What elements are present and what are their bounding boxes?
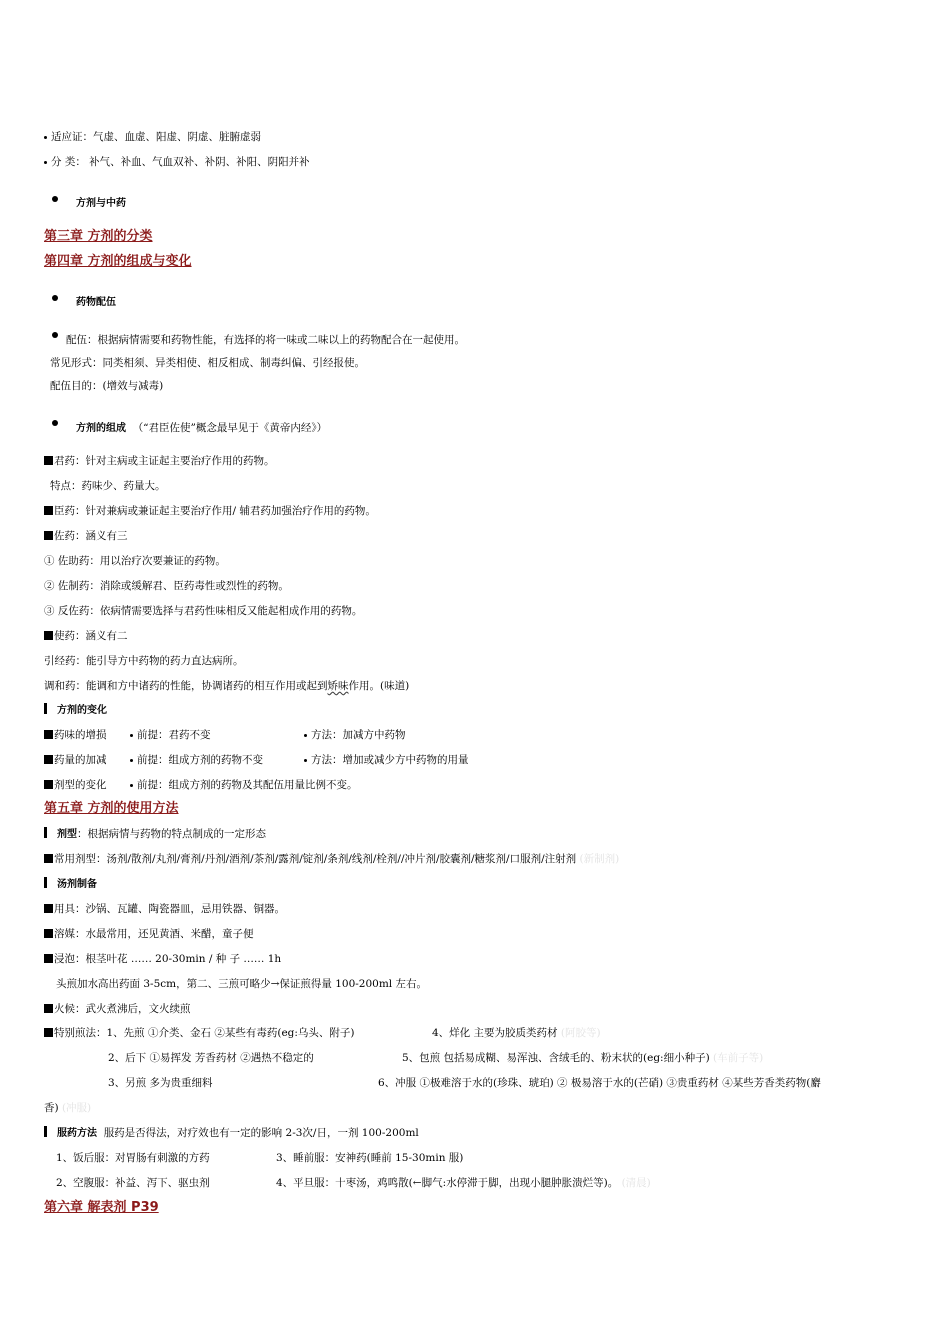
bar-bullet-icon [44, 827, 47, 838]
flavor-correction-text: 矫味 [327, 680, 349, 692]
bullet-icon [52, 295, 58, 301]
chapter-6-title: 第六章 解表剂 P39 [44, 1200, 159, 1215]
soaking-text: 浸泡：根茎叶花 …… 20-30min / 种 子 …… 1h [54, 953, 282, 965]
before-sleep-line: 3、睡前服：安神药(睡前 15-30min 服) [276, 1152, 464, 1164]
variation-row-3 [44, 778, 107, 792]
dosage-form-text: ：根据病情与药物的特点制成的一定形态 [77, 828, 266, 840]
formula-composition-heading [76, 421, 327, 436]
dosage-form-label: 剂型 [57, 829, 77, 840]
square-bullet-icon [44, 780, 53, 789]
administration-label: 服药方法 [57, 1128, 97, 1139]
square-bullet-icon [44, 854, 53, 863]
chapter-5-title: 第五章 方剂的使用方法 [44, 801, 179, 816]
square-bullet-icon [44, 531, 53, 540]
square-bullet-icon [44, 954, 53, 963]
faint-note: (阿胶等) [560, 1027, 601, 1039]
heading-formula-and-herbs: 方剂与中药 [76, 198, 126, 209]
common-dosage-forms-line [44, 852, 619, 866]
special-decoction-text: 特别煎法：1、先煎 ①介类、金石 ②某些有毒药(eg:乌头、附子) [54, 1027, 355, 1039]
melting-method-text: 4、烊化 主要为胶质类药材 [432, 1027, 558, 1039]
empty-stomach-line: 2、空腹服：补益、泻下、驱虫剂 [56, 1177, 210, 1189]
assistant-2-line: ② 佐制药：消除或缓解君、臣药毒性或烈性的药物。 [44, 580, 289, 592]
utensils-text: 用具：沙锅、瓦罐、陶瓷器皿，忌用铁器、铜器。 [54, 903, 285, 915]
indication-text: 适应证：气虚、血虚、阳虚、阴虚、脏腑虚弱 [51, 131, 261, 143]
faint-note: (清晨) [621, 1177, 651, 1189]
category-text: 分 类： 补气、补血、气血双补、补阴、补阳、阴阳并补 [51, 156, 310, 168]
wrapped-decoction-method [402, 1051, 763, 1065]
dawn-text: 4、平旦服：十枣汤，鸡鸣散(←脚气:水停滞于脚，出现小腿肿胀溃烂等)。 [276, 1177, 619, 1189]
harmonizing-text: 调和药：能调和方中诸药的性能，协调诸药的相互作用或起到 [44, 680, 328, 692]
common-forms-line: 常见形式：同类相须、异类相使、相反相成、制毒纠偏、引经报使。 [50, 357, 365, 369]
bar-bullet-icon [44, 703, 47, 714]
variation-1-name: 药味的增损 [54, 729, 107, 741]
indication-line [44, 130, 261, 144]
administration-heading [44, 1126, 419, 1141]
minister-drug-line [44, 504, 376, 518]
separate-decoction-method: 3、另煎 多为贵重细料 [108, 1077, 213, 1089]
variation-2-premise [130, 753, 263, 767]
heat-control-line [44, 1002, 191, 1016]
add-later-method: 2、后下 ①易挥发 芳香药材 ②遇热不稳定的 [108, 1052, 314, 1064]
bullet-icon [304, 759, 307, 762]
square-bullet-icon [44, 755, 53, 764]
variation-3-name: 剂型的变化 [54, 779, 107, 791]
bar-bullet-icon [44, 877, 47, 888]
square-bullet-icon [44, 456, 53, 465]
after-meal-line: 1、饭后服：对胃肠有刺激的方药 [56, 1152, 210, 1164]
faint-note: (车前子等) [713, 1052, 764, 1064]
infusion-method: 6、冲服 ①极难溶于水的(珍珠、琥珀) ② 极易溶于水的(芒硝) ③贵重药材 ④某些芳香类药物(麝 [378, 1077, 821, 1089]
envoy-drug-text: 使药：涵义有二 [54, 630, 128, 642]
square-bullet-icon [44, 730, 53, 739]
envoy-drug-line [44, 629, 128, 643]
monarch-drug-text: 君药：针对主病或主证起主要治疗作用的药物。 [54, 455, 275, 467]
category-line [44, 155, 310, 169]
faint-note: (新制剂) [579, 853, 620, 865]
guiding-drug-line: 引经药：能引导方中药物的药力直达病所。 [44, 655, 244, 667]
assistant-drug-line [44, 529, 128, 543]
variation-2-method [304, 753, 469, 767]
dawn-line [276, 1176, 651, 1190]
variation-1-premise [130, 728, 211, 742]
assistant-3-line: ③ 反佐药：依病情需要选择与君药性味相反又能起相成作用的药物。 [44, 605, 363, 617]
harmonizing-drug-line [44, 679, 409, 693]
formula-composition-label: 方剂的组成 [76, 423, 126, 434]
harmonizing-text-end: 作用。(味道) [348, 680, 410, 692]
bar-bullet-icon [44, 1126, 47, 1137]
heat-control-text: 火候：武火煮沸后，文火续煎 [54, 1003, 191, 1015]
square-bullet-icon [44, 631, 53, 640]
jun-chen-zuo-shi-note: （“君臣佐使”概念最早见于《黄帝内经》） [132, 422, 328, 434]
bullet-icon [304, 734, 307, 737]
square-bullet-icon [44, 1004, 53, 1013]
administration-text: 服药是否得法，对疗效也有一定的影响 2-3次/日，一剂 100-200ml [103, 1127, 419, 1139]
bullet-icon [130, 759, 133, 762]
variation-1-method [304, 728, 406, 742]
variation-3-premise-text: 前提：组成方剂的药物及其配伍用量比例不变。 [137, 779, 358, 791]
decoction-prep-heading [44, 877, 97, 892]
melting-method [432, 1026, 601, 1040]
first-decoction-line: 头煎加水高出药面 3-5cm，第二、三煎可略少→保证煎得量 100-200ml 左右。 [56, 978, 428, 990]
monarch-drug-line [44, 454, 275, 468]
bullet-icon [130, 734, 133, 737]
wrapped-decoction-text: 5、包煎 包括易成糊、易浑浊、含绒毛的、粉末状的(eg:细小种子) [402, 1052, 710, 1064]
chapter-3-title: 第三章 方剂的分类 [44, 229, 153, 244]
soaking-line [44, 952, 281, 966]
dosage-form-line [44, 827, 266, 842]
faint-note: (冲服) [61, 1102, 92, 1114]
variation-1-method-text: 方法：加减方中药物 [311, 729, 406, 741]
bullet-icon [52, 420, 58, 426]
chapter-4-title: 第四章 方剂的组成与变化 [44, 254, 192, 269]
variation-2-method-text: 方法：增加或减少方中药物的用量 [311, 754, 469, 766]
minister-drug-text: 臣药：针对兼病或兼证起主要治疗作用/ 辅君药加强治疗作用的药物。 [54, 505, 376, 517]
utensils-line [44, 902, 285, 916]
formula-variation-heading [44, 703, 107, 718]
variation-1-premise-text: 前提：君药不变 [137, 729, 211, 741]
common-dosage-forms-text: 常用剂型：汤剂/散剂/丸剂/膏剂/丹剂/酒剂/茶剂/露剂/锭剂/条剂/线剂/栓剂//冲片剂/胶囊剂/糖浆剂/口服剂/注射剂 [54, 853, 577, 865]
heading-compatibility: 药物配伍 [76, 297, 116, 308]
bullet-icon [44, 136, 47, 139]
special-decoction-line [44, 1026, 355, 1040]
square-bullet-icon [44, 929, 53, 938]
infusion-method-continued [44, 1101, 91, 1115]
solvent-text: 溶媒：水最常用，还见黄酒、米醋，童子便 [54, 928, 254, 940]
formula-variation-label: 方剂的变化 [57, 705, 107, 716]
variation-row-2 [44, 753, 107, 767]
bullet-icon [44, 161, 47, 164]
variation-row-1 [44, 728, 107, 742]
square-bullet-icon [44, 506, 53, 515]
solvent-line [44, 927, 254, 941]
assistant-drug-text: 佐药：涵义有三 [54, 530, 128, 542]
decoction-prep-label: 汤剂制备 [57, 879, 97, 890]
square-bullet-icon [44, 1028, 53, 1037]
bullet-icon [130, 784, 133, 787]
assistant-1-line: ① 佐助药：用以治疗次要兼证的药物。 [44, 555, 226, 567]
bullet-icon [52, 332, 58, 338]
variation-2-premise-text: 前提：组成方剂的药物不变 [137, 754, 263, 766]
variation-3-premise [130, 778, 358, 792]
square-bullet-icon [44, 904, 53, 913]
variation-2-name: 药量的加减 [54, 754, 107, 766]
bullet-icon [52, 196, 58, 202]
compatibility-purpose-line: 配伍目的：(增效与减毒) [50, 380, 164, 392]
infusion-continued-text: 香) [44, 1102, 59, 1114]
compatibility-definition: 配伍：根据病情需要和药物性能，有选择的将一味或二味以上的药物配合在一起使用。 [66, 334, 465, 346]
monarch-feature-line: 特点：药味少、药量大。 [50, 480, 166, 492]
